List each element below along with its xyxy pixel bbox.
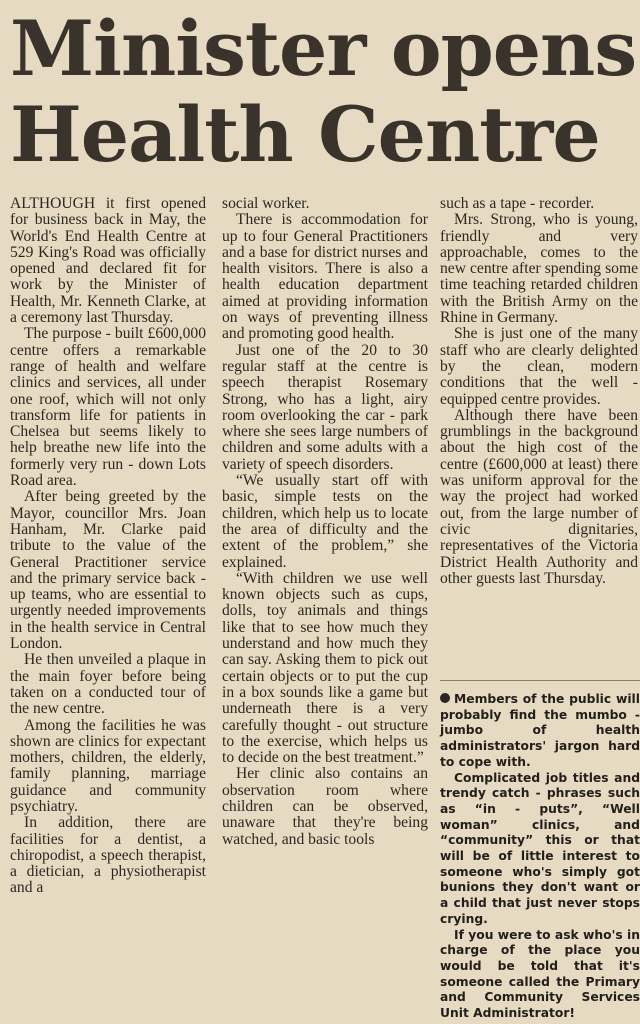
column-2: [222, 196, 428, 848]
paragraph: Her clinic also contains an observation room where children can be observed, unaware that they're being watched, and basic tools: [222, 765, 428, 848]
bullet-icon: [440, 693, 450, 703]
paragraph: Mrs. Strong, who is young, friendly and very approachable, comes to the new centre after spending some time teaching retarded children with the British Army on the Rhine in Germany.: [440, 211, 638, 327]
headline: [10, 4, 637, 179]
sidebar-paragraph: Complicated job titles and trendy catch - phrases such as “in - puts”, “Well woman” clinics, and “community” this or that will be of little interest to someone who's simply got bunions they don't want or a child that just never stops crying.: [440, 770, 640, 926]
headline-line-2: Health Centre: [10, 90, 600, 179]
sidebar-box: [440, 692, 640, 1022]
column-3: [440, 195, 640, 1021]
paragraph: In addition, there are facilities for a dentist, a chiropodist, a speech therapist, a dietician, a physiotherapist and a: [10, 814, 206, 897]
paragraph: After being greeted by the Mayor, councillor Mrs. Joan Hanham, Mr. Clarke paid tribute to the value of the General Practitioner service and the primary service back - up teams, who are essential to urgently needed improvements in the health service in Central London.: [10, 488, 206, 653]
column-1: [10, 196, 206, 897]
paragraph: The purpose - built £600,000 centre offers a remarkable range of health and welfare clinics and services, all under one roof, which will not only transform life for patients in Chelsea but seems likely to help breathe new life into the formerly very run - down Lots Road area.: [10, 325, 206, 490]
paragraph: “We usually start off with basic, simple tests on the children, which help us to locate the area of difficulty and the extent of the problem,” she explained.: [222, 472, 428, 571]
paragraph: social worker.: [222, 195, 310, 212]
paragraph: He then unveiled a plaque in the main foyer before being taken on a conducted tour of the new centre.: [10, 651, 206, 718]
sidebar-divider: [440, 680, 640, 681]
paragraph: “With children we use well known objects such as cups, dolls, toy animals and things like that to see how much they understand and how much they can say. Asking them to pick out certain objects or to put the cup in a box sounds like a game but underneath there is a very carefully thought - out structure to the exercise, which helps us to decide on the best treatment.”: [222, 569, 428, 767]
paragraph: She is just one of the many staff who are clearly delighted by the clean, modern conditions that the well - equipped centre provides.: [440, 325, 638, 408]
paragraph: Among the facilities he was shown are clinics for expectant mothers, children, the elderly, family planning, marriage guidance and community psychiatry.: [10, 716, 206, 815]
article-columns: [10, 195, 640, 1024]
headline-line-1: Minister opens: [10, 4, 637, 93]
paragraph: There is accommodation for up to four General Practitioners and a base for district nurses and health visitors. There is also a health education department aimed at providing information on ways of preventing illness and promoting good health.: [222, 211, 428, 343]
paragraph: such as a tape - recorder.: [440, 195, 595, 212]
paragraph: Just one of the 20 to 30 regular staff at the centre is speech therapist Rosemary Strong, who has a light, airy room overlooking the car - park where she sees large numbers of children and some adults with a variety of speech disorders.: [222, 341, 428, 473]
sidebar-text: Members of the public will probably find the mumbo - jumbo of health administrators' jargon hard to cope with.: [440, 692, 640, 769]
sidebar-paragraph: [440, 692, 640, 771]
sidebar-paragraph: If you were to ask who's in charge of the place you would be told that it's someone called the Primary and Community Services Unit Administrator!: [440, 927, 640, 1021]
paragraph: ALTHOUGH it first opened for business back in May, the World's End Health Centre at 529 King's Road was officially opened and declared fit for work by the Minister of Health, Mr. Kenneth Clarke, at a ceremony last Thursday.: [10, 195, 206, 327]
paragraph: Although there have been grumblings in the background about the high cost of the centre (£600,000 at least) there was uniform approval for the way the project had worked out, from the large number of civic dignitaries, representatives of the Victoria District Health Authority and other guests last Thursday.: [440, 406, 638, 587]
